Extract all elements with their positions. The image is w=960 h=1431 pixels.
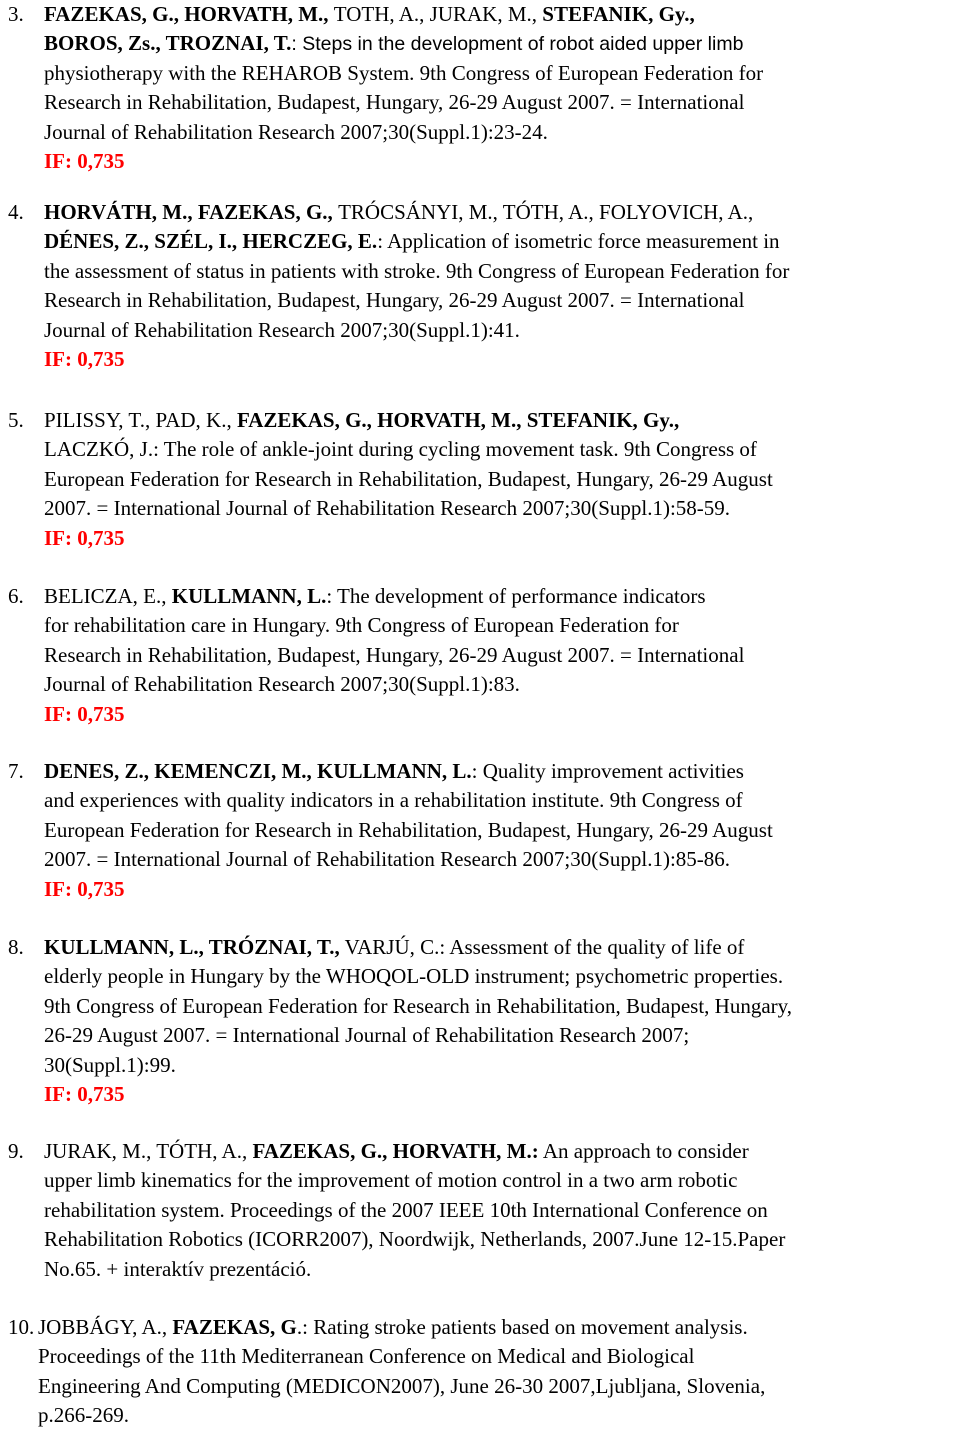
citation-text: Proceedings of the 11th Mediterranean Conference on Medical and Biological <box>38 1344 695 1369</box>
citation-text: physiotherapy with the REHAROB System. 9th Congress of European Federation for <box>44 60 764 85</box>
entry-line <box>44 198 960 227</box>
entry-line <box>44 933 960 962</box>
citation-text: Research in Rehabilitation, Budapest, Hungary, 26-29 August 2007. = International <box>44 288 745 313</box>
citation-text: Rehabilitation Robotics (ICORR2007), Noordwijk, Netherlands, 2007.June 12-15.Paper <box>44 1227 786 1252</box>
citation-text: : Application of isometric force measurement in <box>377 229 780 254</box>
impact-factor: IF: 0,735 <box>44 525 125 550</box>
entry-line <box>44 29 960 58</box>
citation-text: European Federation for Research in Rehabilitation, Budapest, Hungary, 26-29 August <box>44 466 773 491</box>
author-bold: FAZEKAS, G <box>172 1315 297 1339</box>
entry-line <box>44 406 960 435</box>
citation-text: LACZKÓ, J.: The role of ankle-joint during cycling movement task. 9th Congress of <box>44 437 757 462</box>
entry-body <box>44 406 960 553</box>
citation-text: 30(Suppl.1):99. <box>44 1052 176 1077</box>
entry-line <box>44 1225 960 1254</box>
entry-line <box>44 962 960 991</box>
entry-line <box>44 227 960 256</box>
citation-text: .: Rating stroke patients based on movement analysis. <box>296 1315 748 1339</box>
author-bold: FAZEKAS, G., HORVATH, M., STEFANIK, Gy., <box>236 408 680 432</box>
citation-text: : The development of performance indicators <box>326 584 706 608</box>
entry-line <box>44 757 960 786</box>
reference-entry <box>8 933 960 1109</box>
entry-number: 3. <box>8 2 24 26</box>
citation-text: TOTH, A., JURAK, M., <box>333 2 543 26</box>
citation-text: 9th Congress of European Federation for Research in Rehabilitation, Budapest, Hungary, <box>44 993 793 1018</box>
entry-body <box>44 198 960 374</box>
impact-factor: IF: 0,735 <box>44 346 125 371</box>
reference-entry <box>8 198 960 374</box>
entry-line <box>44 435 960 464</box>
author-bold: KULLMANN, L. <box>171 584 327 608</box>
citation-text: 2007. = International Journal of Rehabilitation Research 2007;30(Suppl.1):58-59. <box>44 496 731 521</box>
entry-line <box>38 1313 960 1342</box>
entry-line <box>44 641 960 670</box>
citation-text: European Federation for Research in Rehabilitation, Budapest, Hungary, 26-29 August <box>44 817 773 842</box>
entry-number: 10. <box>8 1315 35 1339</box>
citation-text: elderly people in Hungary by the WHOQOL-OLD instrument; psychometric properties. <box>44 964 784 989</box>
entry-line <box>44 1051 960 1080</box>
entry-line <box>44 992 960 1021</box>
reference-entry <box>8 0 960 176</box>
entry-number: 6. <box>8 584 24 608</box>
entry-line <box>44 257 960 286</box>
entry-line <box>44 582 960 611</box>
entry-line <box>44 316 960 345</box>
citation-text: No.65. + interaktív prezentáció. <box>44 1256 312 1281</box>
entry-line <box>44 1196 960 1225</box>
citation-text: PILISSY, T., PAD, K., <box>44 408 237 432</box>
entry-number: 5. <box>8 408 24 432</box>
citation-text: 2007. = International Journal of Rehabilitation Research 2007;30(Suppl.1):85-86. <box>44 847 731 872</box>
author-bold: KULLMANN, L., TRÓZNAI, T., <box>44 935 340 959</box>
entry-line <box>44 118 960 147</box>
citation-text: and experiences with quality indicators in a rehabilitation institute. 9th Congress of <box>44 788 743 813</box>
citation-text: p.266-269. <box>38 1403 129 1428</box>
entry-line <box>44 494 960 523</box>
entry-line <box>38 1401 960 1430</box>
citation-text: rehabilitation system. Proceedings of the 2007 IEEE 10th International Conference on <box>44 1197 768 1222</box>
entry-line <box>44 1166 960 1195</box>
impact-factor: IF: 0,735 <box>44 1081 125 1106</box>
citation-text: upper limb kinematics for the improvement of motion control in a two arm robotic <box>44 1168 738 1193</box>
entry-line <box>44 88 960 117</box>
citation-text: JOBBÁGY, A., <box>38 1315 173 1339</box>
author-bold: DÉNES, Z., SZÉL, I., HERCZEG, E. <box>44 229 378 254</box>
entry-line <box>44 465 960 494</box>
entry-body <box>38 1313 960 1431</box>
impact-factor: IF: 0,735 <box>44 148 125 173</box>
reference-entry <box>8 582 960 729</box>
entry-line <box>44 670 960 699</box>
citation-text: An approach to consider <box>538 1139 749 1163</box>
entry-line <box>44 845 960 874</box>
citation-text: Journal of Rehabilitation Research 2007;30(Suppl.1):23-24. <box>44 119 548 144</box>
entry-number: 4. <box>8 200 24 224</box>
citation-text: : Steps in the development of robot aided upper limb <box>291 33 744 56</box>
entry-line <box>44 0 960 29</box>
author-bold: STEFANIK, Gy., <box>542 2 695 26</box>
entry-line <box>44 59 960 88</box>
citation-text: VARJÚ, C.: Assessment of the quality of life of <box>339 935 745 959</box>
entry-line <box>44 611 960 640</box>
entry-body <box>44 933 960 1109</box>
entry-line <box>44 816 960 845</box>
entry-number: 8. <box>8 935 24 959</box>
author-bold: FAZEKAS, G., HORVATH, M.: <box>252 1139 539 1163</box>
reference-entry <box>8 1313 960 1431</box>
reference-entry <box>8 757 960 904</box>
entry-body <box>44 582 960 729</box>
entry-body <box>44 0 960 176</box>
entry-line <box>44 1137 960 1166</box>
entry-line <box>44 286 960 315</box>
citation-text: TRÓCSÁNYI, M., TÓTH, A., FOLYOVICH, A., <box>338 200 754 224</box>
entry-line <box>44 1255 960 1284</box>
citation-text: the assessment of status in patients with stroke. 9th Congress of European Federation for <box>44 258 790 283</box>
citation-text: for rehabilitation care in Hungary. 9th Congress of European Federation for <box>44 613 679 638</box>
citation-text: Journal of Rehabilitation Research 2007;30(Suppl.1):83. <box>44 672 520 697</box>
reference-entry <box>8 406 960 553</box>
citation-text: Research in Rehabilitation, Budapest, Hungary, 26-29 August 2007. = International <box>44 90 745 115</box>
entry-line <box>44 786 960 815</box>
entry-line <box>38 1372 960 1401</box>
reference-entry <box>8 1137 960 1284</box>
author-bold: DENES, Z., KEMENCZI, M., KULLMANN, L. <box>44 759 472 783</box>
entry-line <box>38 1342 960 1371</box>
author-bold: BOROS, Zs., TROZNAI, T. <box>44 31 292 56</box>
citation-text: Journal of Rehabilitation Research 2007;30(Suppl.1):41. <box>44 317 520 342</box>
citation-text: BELICZA, E., <box>44 584 172 608</box>
author-bold: FAZEKAS, G., HORVATH, M., <box>44 2 334 26</box>
impact-factor: IF: 0,735 <box>44 876 125 901</box>
entry-number: 9. <box>8 1139 24 1163</box>
citation-text: Engineering And Computing (MEDICON2007), June 26-30 2007,Ljubljana, Slovenia, <box>38 1373 766 1398</box>
author-bold: HORVÁTH, M., FAZEKAS, G., <box>44 200 339 224</box>
citation-text: JURAK, M., TÓTH, A., <box>44 1139 253 1163</box>
entry-body <box>44 757 960 904</box>
impact-factor: IF: 0,735 <box>44 701 125 726</box>
entry-number: 7. <box>8 759 24 783</box>
citation-text: : Quality improvement activities <box>471 759 744 783</box>
citation-text: 26-29 August 2007. = International Journal of Rehabilitation Research 2007; <box>44 1023 690 1048</box>
entry-body <box>44 1137 960 1284</box>
citation-text: Research in Rehabilitation, Budapest, Hungary, 26-29 August 2007. = International <box>44 642 745 667</box>
entry-line <box>44 1021 960 1050</box>
